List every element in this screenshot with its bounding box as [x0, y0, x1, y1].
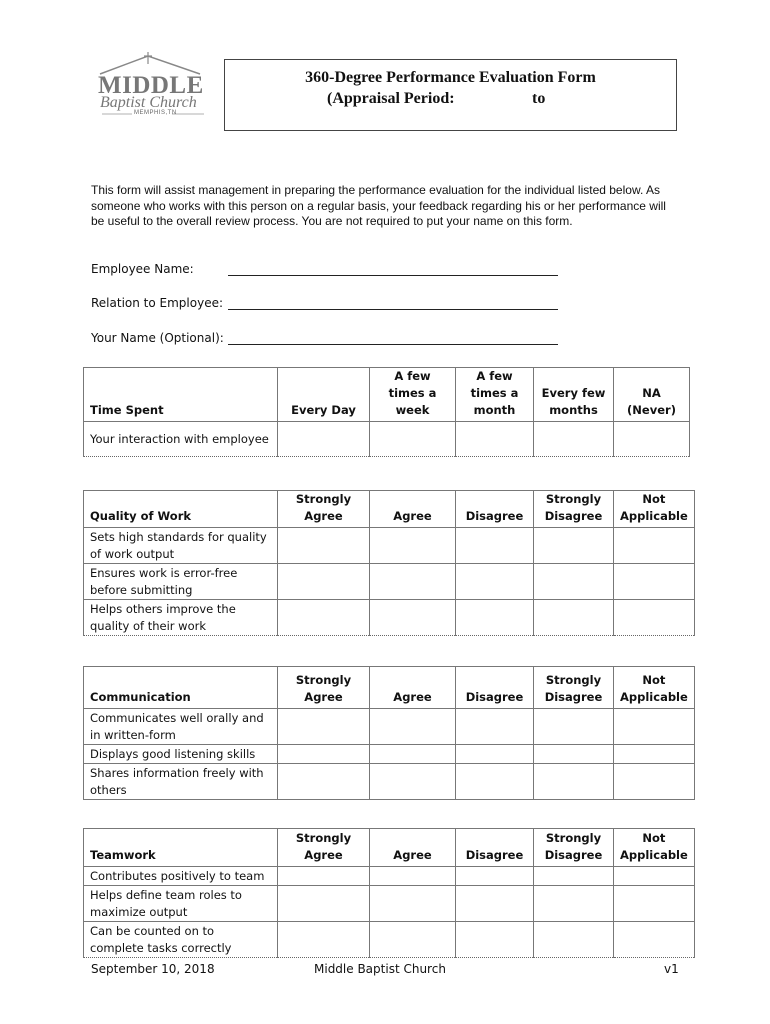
- communication-table: [83, 666, 695, 800]
- row-label: Your interaction with employee: [84, 422, 278, 457]
- time-spent-header: Time Spent: [84, 368, 278, 422]
- employee-name-label: Employee Name:: [91, 262, 194, 276]
- page-title: 360-Degree Performance Evaluation Form: [305, 69, 596, 86]
- col-disagree: Disagree: [456, 829, 534, 867]
- section-header: Teamwork: [84, 829, 278, 867]
- section-header: Quality of Work: [84, 491, 278, 528]
- rating-cell[interactable]: [370, 867, 456, 886]
- rating-cell[interactable]: [614, 867, 695, 886]
- col-strongly-disagree: Strongly Disagree: [534, 667, 614, 709]
- rating-cell[interactable]: [370, 709, 456, 745]
- church-logo: [92, 52, 212, 132]
- rating-cell[interactable]: [370, 922, 456, 958]
- logo-text-middle: MIDDLE: [98, 72, 204, 99]
- rating-cell[interactable]: [614, 764, 695, 800]
- rating-cell[interactable]: [456, 528, 534, 564]
- rating-cell[interactable]: [534, 528, 614, 564]
- table-row: [84, 422, 690, 457]
- rating-cell[interactable]: [534, 709, 614, 745]
- row-label: Helps define team roles to maximize output: [84, 886, 278, 922]
- rating-cell[interactable]: [278, 600, 370, 636]
- quality-of-work-table: [83, 490, 695, 636]
- col-few-times-month: A few times a month: [456, 368, 534, 422]
- your-name-label: Your Name (Optional):: [91, 331, 224, 345]
- relation-field[interactable]: [228, 296, 558, 310]
- table-row: [84, 922, 695, 958]
- table-row: [84, 764, 695, 800]
- rating-cell[interactable]: [278, 764, 370, 800]
- section-header-row: [84, 667, 695, 709]
- row-label: Helps others improve the quality of their work: [84, 600, 278, 636]
- col-not-applicable: Not Applicable: [614, 667, 695, 709]
- rating-cell[interactable]: [534, 564, 614, 600]
- col-disagree: Disagree: [456, 491, 534, 528]
- rating-cell[interactable]: [614, 886, 695, 922]
- row-label: Sets high standards for quality of work output: [84, 528, 278, 564]
- rating-cell[interactable]: [456, 886, 534, 922]
- rating-cell[interactable]: [370, 764, 456, 800]
- rating-cell[interactable]: [534, 422, 614, 457]
- rating-cell[interactable]: [534, 600, 614, 636]
- rating-cell[interactable]: [278, 922, 370, 958]
- rating-cell[interactable]: [370, 886, 456, 922]
- col-disagree: Disagree: [456, 667, 534, 709]
- row-label: Contributes positively to team: [84, 867, 278, 886]
- teamwork-table: [83, 828, 695, 958]
- rating-cell[interactable]: [534, 745, 614, 764]
- row-label: Displays good listening skills: [84, 745, 278, 764]
- appraisal-period-to: to: [532, 90, 546, 107]
- rating-cell[interactable]: [456, 745, 534, 764]
- title-box: [224, 59, 677, 131]
- col-every-day: Every Day: [278, 368, 370, 422]
- col-agree: Agree: [370, 667, 456, 709]
- time-header-row: [84, 368, 690, 422]
- rating-cell[interactable]: [614, 564, 695, 600]
- rating-cell[interactable]: [614, 745, 695, 764]
- appraisal-period-label: (Appraisal Period:: [327, 90, 455, 107]
- col-strongly-agree: Strongly Agree: [278, 491, 370, 528]
- rating-cell[interactable]: [614, 922, 695, 958]
- section-header-row: [84, 491, 695, 528]
- rating-cell[interactable]: [456, 709, 534, 745]
- table-row: [84, 709, 695, 745]
- logo-text-baptist: Baptist Church: [100, 94, 197, 111]
- rating-cell[interactable]: [456, 922, 534, 958]
- footer-version: v1: [664, 962, 679, 976]
- section-header-row: [84, 829, 695, 867]
- table-row: [84, 600, 695, 636]
- col-agree: Agree: [370, 491, 456, 528]
- appraisal-period: [327, 90, 546, 108]
- logo-text-city: MEMPHIS,TN: [134, 110, 177, 116]
- row-label: Communicates well orally and in written-form: [84, 709, 278, 745]
- table-row: [84, 564, 695, 600]
- col-few-times-week: A few times a week: [370, 368, 456, 422]
- rating-cell[interactable]: [278, 528, 370, 564]
- rating-cell[interactable]: [614, 709, 695, 745]
- col-agree: Agree: [370, 829, 456, 867]
- col-never: NA (Never): [614, 368, 690, 422]
- employee-name-field[interactable]: [228, 262, 558, 276]
- rating-cell[interactable]: [370, 745, 456, 764]
- rating-cell[interactable]: [370, 528, 456, 564]
- row-label: Ensures work is error-free before submitting: [84, 564, 278, 600]
- col-not-applicable: Not Applicable: [614, 829, 695, 867]
- relation-label: Relation to Employee:: [91, 296, 224, 310]
- table-row: [84, 867, 695, 886]
- table-row: [84, 886, 695, 922]
- time-spent-table: [83, 367, 690, 457]
- rating-cell[interactable]: [278, 867, 370, 886]
- rating-cell[interactable]: [614, 528, 695, 564]
- col-strongly-disagree: Strongly Disagree: [534, 491, 614, 528]
- rating-cell[interactable]: [456, 422, 534, 457]
- rating-cell[interactable]: [456, 600, 534, 636]
- table-row: [84, 745, 695, 764]
- rating-cell[interactable]: [456, 867, 534, 886]
- rating-cell[interactable]: [534, 886, 614, 922]
- rating-cell[interactable]: [614, 422, 690, 457]
- row-label: Shares information freely with others: [84, 764, 278, 800]
- rating-cell[interactable]: [278, 709, 370, 745]
- col-not-applicable: Not Applicable: [614, 491, 695, 528]
- col-every-few-months: Every few months: [534, 368, 614, 422]
- row-label: Can be counted on to complete tasks correctly: [84, 922, 278, 958]
- your-name-field[interactable]: [228, 331, 558, 345]
- rating-cell[interactable]: [370, 564, 456, 600]
- col-strongly-disagree: Strongly Disagree: [534, 829, 614, 867]
- footer-date: September 10, 2018: [91, 962, 215, 976]
- footer-org: Middle Baptist Church: [314, 962, 446, 976]
- rating-cell[interactable]: [278, 745, 370, 764]
- rating-cell[interactable]: [278, 564, 370, 600]
- col-strongly-agree: Strongly Agree: [278, 667, 370, 709]
- col-strongly-agree: Strongly Agree: [278, 829, 370, 867]
- rating-cell[interactable]: [534, 764, 614, 800]
- rating-cell[interactable]: [370, 422, 456, 457]
- table-row: [84, 528, 695, 564]
- rating-cell[interactable]: [534, 922, 614, 958]
- rating-cell[interactable]: [278, 886, 370, 922]
- rating-cell[interactable]: [456, 764, 534, 800]
- intro-paragraph: This form will assist management in preparing the performance evaluation for the individual listed below. As someone who works with this person on a regular basis, your feedback regarding his or her performance will be useful to the overall review process. You are not required to put your name on this form.: [91, 183, 666, 228]
- rating-cell[interactable]: [370, 600, 456, 636]
- rating-cell[interactable]: [534, 867, 614, 886]
- section-header: Communication: [84, 667, 278, 709]
- rating-cell[interactable]: [456, 564, 534, 600]
- rating-cell[interactable]: [278, 422, 370, 457]
- rating-cell[interactable]: [614, 600, 695, 636]
